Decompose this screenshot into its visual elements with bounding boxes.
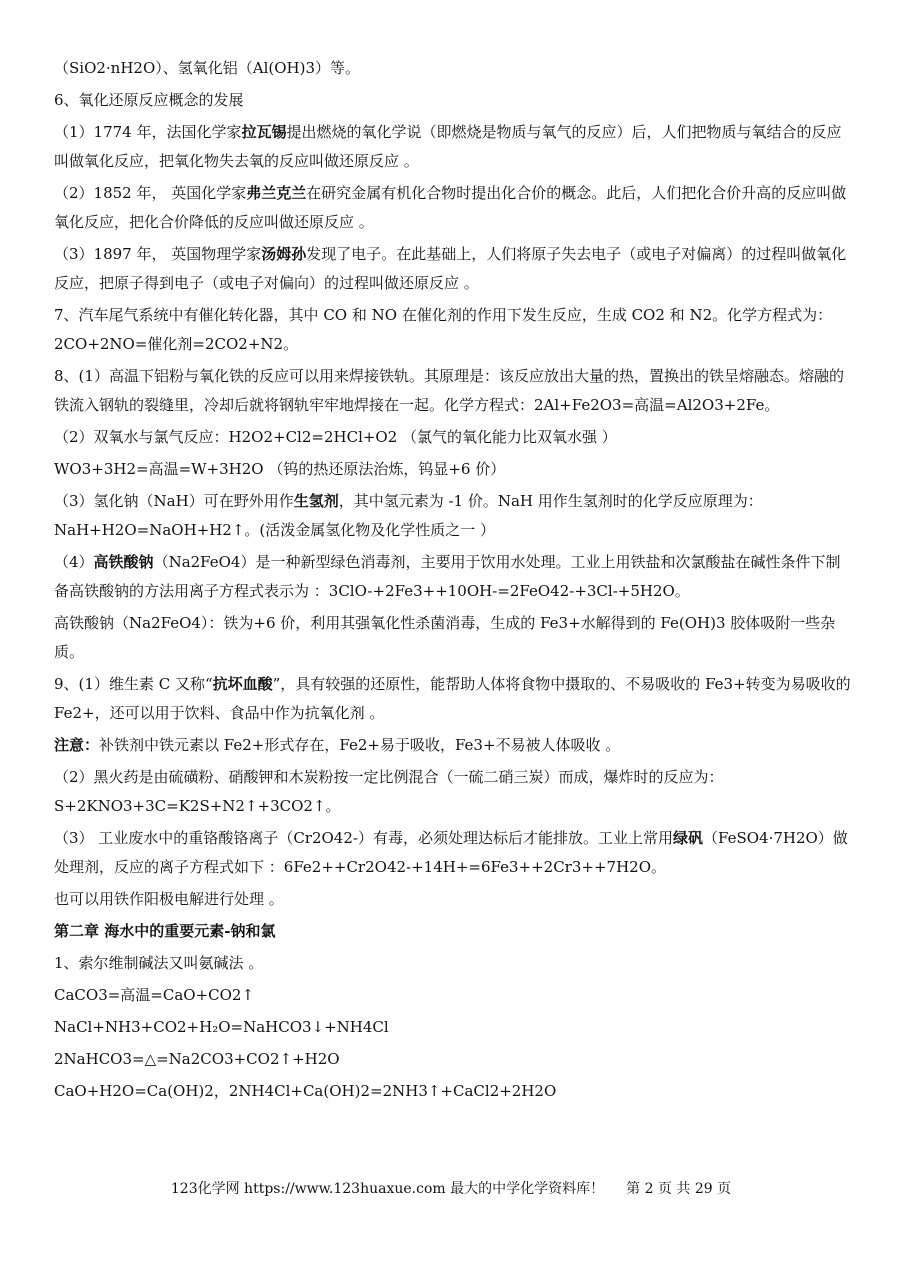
text-run: 1、索尔维制碱法又叫氨碱法 。 (54, 954, 264, 972)
paragraph (54, 54, 854, 83)
text-run: 6、氧化还原反应概念的发展 (54, 91, 244, 109)
text-run: 发现了电子。在此基础上，人们将原子失去电子（或电子对偏离）的过程叫做氧化反应，把原子得到电子（或电子对偏向）的过程叫做还原反应 。 (54, 245, 847, 292)
bold-text: 弗兰克兰 (246, 184, 307, 202)
text-run: 2NaHCO3=△=Na2CO3+CO2↑+H2O (54, 1050, 340, 1068)
bold-text: 绿矾 (672, 829, 703, 847)
document-body (54, 54, 854, 1109)
text-run: （FeSO4·7H2O）做处理剂，反应的离子方程式如下 ：6Fe2++Cr2O42-+14H+=6Fe3++2Cr3++7H2O。 (54, 829, 848, 876)
bold-text: 拉瓦锡 (241, 123, 287, 141)
footer-page-number: 第 2 页 共 29 页 (626, 1181, 732, 1197)
bold-text: 高铁酸钠 (93, 553, 154, 571)
paragraph (54, 885, 854, 914)
paragraph (54, 423, 854, 452)
text-run: 9、(1）维生素 C 又称“ (54, 675, 213, 693)
text-run: （2）双氧水与氯气反应：H2O2+Cl2=2HCl+O2 （氯气的氧化能力比双氧水强 ） (54, 428, 617, 446)
text-run: 在研究金属有机化合物时提出化合价的概念。此后，人们把化合价升高的反应叫做氧化反应，把化合价降低的反应叫做还原反应 。 (54, 184, 847, 231)
paragraph (54, 731, 854, 760)
text-run: （4） (54, 553, 94, 571)
page-footer (0, 1178, 902, 1200)
text-run: CaCO3=高温=CaO+CO2↑ (54, 986, 255, 1004)
text-run: （Na2FeO4）是一种新型绿色消毒剂，主要用于饮用水处理。工业上用铁盐和次氯酸盐在碱性条件下制备高铁酸钠的方法用离子方程式表示为 ：3ClO-+2Fe3++10OH-=2FeO42-+3Cl-+5H2O。 (54, 553, 841, 600)
text-run: （1）1774 年，法国化学家 (54, 123, 242, 141)
text-run: CaO+H2O=Ca(OH)2，2NH4Cl+Ca(OH)2=2NH3↑+CaCl2+2H2O (54, 1082, 557, 1100)
paragraph (54, 118, 854, 176)
bold-text: 抗坏血酸 (212, 675, 273, 693)
bold-text: 生氢剂 (293, 492, 339, 510)
paragraph (54, 763, 854, 821)
paragraph (54, 362, 854, 420)
paragraph (54, 949, 854, 978)
paragraph (54, 824, 854, 882)
paragraph (54, 301, 854, 359)
paragraph (54, 1013, 854, 1042)
paragraph (54, 240, 854, 298)
text-run: ，其中氢元素为 -1 价。NaH 用作生氢剂时的化学反应原理为：NaH+H2O=NaOH+H2↑。(活泼金属氢化物及化学性质之一 ） (54, 492, 763, 539)
paragraph (54, 1045, 854, 1074)
paragraph (54, 487, 854, 545)
text-run: 8、(1）高温下铝粉与氧化铁的反应可以用来焊接铁轨。其原理是：该反应放出大量的热，置换出的铁呈熔融态。熔融的铁流入钢轨的裂缝里，冷却后就将钢轨牢牢地焊接在一起。化学方程式：2Al+Fe2O3=高温=Al2O3+2Fe。 (54, 367, 844, 414)
text-run: WO3+3H2=高温=W+3H2O （钨的热还原法治炼，钨显+6 价） (54, 460, 506, 478)
text-run: ”，具有较强的还原性，能帮助人体将食物中摄取的、不易吸收的 Fe3+转变为易吸收的 Fe2+，还可以用于饮料、食品中作为抗氧化剂 。 (54, 675, 851, 722)
bold-text: 汤姆孙 (261, 245, 307, 263)
paragraph (54, 86, 854, 115)
paragraph (54, 981, 854, 1010)
footer-site-text: 123化学网 https://www.123huaxue.com 最大的中学化学资料库！ (170, 1181, 605, 1197)
paragraph (54, 1077, 854, 1106)
paragraph (54, 548, 854, 606)
text-run: 也可以用铁作阳极电解进行处理 。 (54, 890, 284, 908)
bold-text: 注意： (54, 736, 100, 754)
paragraph (54, 455, 854, 484)
paragraph (54, 670, 854, 728)
bold-text: 第二章 海水中的重要元素-钠和氯 (54, 922, 276, 940)
text-run: （3）氢化钠（NaH）可在野外用作 (54, 492, 294, 510)
paragraph (54, 609, 854, 667)
paragraph (54, 179, 854, 237)
text-run: （3）1897 年， 英国物理学家 (54, 245, 262, 263)
text-run: NaCl+NH3+CO2+H₂O=NaHCO3↓+NH4Cl (54, 1018, 389, 1036)
text-run: （2）黑火药是由硫磺粉、硝酸钾和木炭粉按一定比例混合（一硫二硝三炭）而成，爆炸时的反应为：S+2KNO3+3C=K2S+N2↑+3CO2↑。 (54, 768, 724, 815)
text-run: （2）1852 年， 英国化学家 (54, 184, 247, 202)
section-heading (54, 917, 854, 946)
text-run: 7、汽车尾气系统中有催化转化器，其中 CO 和 NO 在催化剂的作用下发生反应，生成 CO2 和 N2。化学方程式为：2CO+2NO=催化剂=2CO2+N2。 (54, 306, 833, 353)
text-run: （SiO2·nH2O）、氢氧化铝（Al(OH)3）等。 (54, 59, 361, 77)
text-run: 高铁酸钠（Na2FeO4）：铁为+6 价，利用其强氧化性杀菌消毒，生成的 Fe3+水解得到的 Fe(OH)3 胶体吸附一些杂质。 (54, 614, 836, 661)
text-run: 提出燃烧的氧化学说（即燃烧是物质与氧气的反应）后，人们把物质与氧结合的反应叫做氧化反应，把氧化物失去氧的反应叫做还原反应 。 (54, 123, 842, 170)
text-run: （3） 工业废水中的重铬酸铬离子（Cr2O42-）有毒，必须处理达标后才能排放。工业上常用 (54, 829, 673, 847)
text-run: 补铁剂中铁元素以 Fe2+形式存在，Fe2+易于吸收，Fe3+不易被人体吸收 。 (99, 736, 621, 754)
